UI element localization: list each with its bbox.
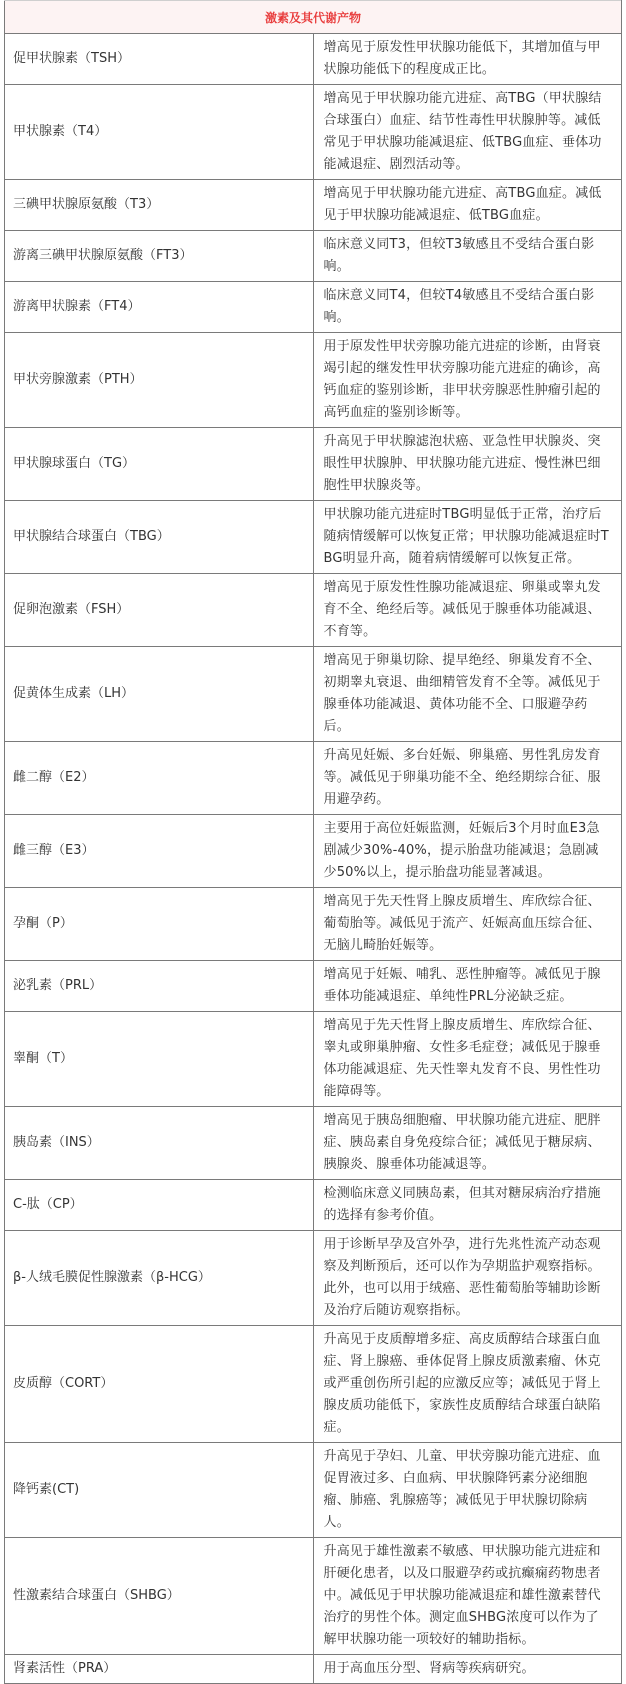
table-row: [5, 231, 622, 282]
clinical-significance: 临床意义同T4，但较T4敏感且不受结合蛋白影响。: [313, 282, 622, 333]
hormone-name: 甲状旁腺激素（PTH）: [5, 333, 314, 428]
clinical-significance: 临床意义同T3，但较T3敏感且不受结合蛋白影响。: [313, 231, 622, 282]
clinical-significance: 升高见妊娠、多台妊娠、卵巢癌、男性乳房发育等。减低见于卵巢功能不全、绝经期综合征、服用避孕药。: [313, 742, 622, 815]
table-row: [5, 180, 622, 231]
hormone-name: 促卵泡激素（FSH）: [5, 574, 314, 647]
table-row: [5, 282, 622, 333]
table-row: [5, 961, 622, 1012]
hormone-name: C-肽（CP）: [5, 1180, 314, 1231]
hormone-name: 泌乳素（PRL）: [5, 961, 314, 1012]
clinical-significance: 增高见于原发性性腺功能减退症、卵巢或睾丸发育不全、绝经后等。减低见于腺垂体功能减退、不育等。: [313, 574, 622, 647]
clinical-significance: 增高见于甲状腺功能亢进症、高TBG血症。减低见于甲状腺功能减退症、低TBG血症。: [313, 180, 622, 231]
clinical-significance: 升高见于皮质醇增多症、高皮质醇结合球蛋白血症、肾上腺癌、垂体促肾上腺皮质激素瘤、休克或严重创伤所引起的应激反应等；减低见于肾上腺皮质功能低下，家族性皮质醇结合球蛋白缺陷症。: [313, 1326, 622, 1443]
clinical-significance: 升高见于甲状腺滤泡状癌、亚急性甲状腺炎、突眼性甲状腺肿、甲状腺功能亢进症、慢性淋巴细胞性甲状腺炎等。: [313, 428, 622, 501]
hormone-name: 降钙素(CT): [5, 1443, 314, 1538]
hormone-name: 甲状腺结合球蛋白（TBG）: [5, 501, 314, 574]
table-row: [5, 574, 622, 647]
clinical-significance: 用于诊断早孕及宫外孕，进行先兆性流产动态观察及判断预后，还可以作为孕期监护观察指标。此外，也可以用于绒癌、恶性葡萄胎等辅助诊断及治疗后随访观察指标。: [313, 1231, 622, 1326]
table-row: [5, 1326, 622, 1443]
clinical-significance: 甲状腺功能亢进症时TBG明显低于正常，治疗后随病情缓解可以恢复正常；甲状腺功能减退症时TBG明显升高，随着病情缓解可以恢复正常。: [313, 501, 622, 574]
hormone-name: 甲状腺球蛋白（TG）: [5, 428, 314, 501]
hormone-name: β-人绒毛膜促性腺激素（β-HCG）: [5, 1231, 314, 1326]
clinical-significance: 用于原发性甲状旁腺功能亢进症的诊断，由肾衰竭引起的继发性甲状旁腺功能亢进症的确诊，高钙血症的鉴别诊断，非甲状旁腺恶性肿瘤引起的高钙血症的鉴别诊断等。: [313, 333, 622, 428]
hormone-name: 雌三醇（E3）: [5, 815, 314, 888]
hormone-table-body: [5, 1, 622, 1684]
table-row: [5, 85, 622, 180]
hormone-name: 三碘甲状腺原氨酸（T3）: [5, 180, 314, 231]
table-header-row: [5, 1, 622, 34]
clinical-significance: 增高见于卵巢切除、提早绝经、卵巢发育不全、初期睾丸衰退、曲细精管发育不全等。减低见于腺垂体功能减退、黄体功能不全、口服避孕药后。: [313, 647, 622, 742]
clinical-significance: 增高见于胰岛细胞瘤、甲状腺功能亢进症、肥胖症、胰岛素自身免疫综合征；减低见于糖尿病、胰腺炎、腺垂体功能减退等。: [313, 1107, 622, 1180]
table-header: 激素及其代谢产物: [5, 1, 622, 34]
table-row: [5, 1107, 622, 1180]
clinical-significance: 主要用于高位妊娠监测，妊娠后3个月时血E3急剧减少30%-40%，提示胎盘功能减退；急剧减少50%以上，提示胎盘功能显著减退。: [313, 815, 622, 888]
hormone-name: 雌二醇（E2）: [5, 742, 314, 815]
table-row: [5, 501, 622, 574]
clinical-significance: 升高见于雄性激素不敏感、甲状腺功能亢进症和肝硬化患者，以及口服避孕药或抗癫痫药物患者中。减低见于甲状腺功能减退症和雄性激素替代治疗的男性个体。测定血SHBG浓度可以作为了解甲状腺功能一项较好的辅助指标。: [313, 1538, 622, 1655]
table-row: [5, 815, 622, 888]
hormone-name: 孕酮（P）: [5, 888, 314, 961]
hormone-name: 睾酮（T）: [5, 1012, 314, 1107]
table-row: [5, 1538, 622, 1655]
hormone-table: [4, 0, 622, 1684]
table-row: [5, 1012, 622, 1107]
hormone-name: 游离甲状腺素（FT4）: [5, 282, 314, 333]
hormone-name: 甲状腺素（T4）: [5, 85, 314, 180]
table-row: [5, 888, 622, 961]
clinical-significance: 增高见于原发性甲状腺功能低下，其增加值与甲状腺功能低下的程度成正比。: [313, 34, 622, 85]
hormone-name: 促黄体生成素（LH）: [5, 647, 314, 742]
table-row: [5, 1180, 622, 1231]
hormone-name: 肾素活性（PRA）: [5, 1655, 314, 1684]
clinical-significance: 增高见于先天性肾上腺皮质增生、库欣综合征、葡萄胎等。减低见于流产、妊娠高血压综合征、无脑儿畸胎妊娠等。: [313, 888, 622, 961]
hormone-name: 游离三碘甲状腺原氨酸（FT3）: [5, 231, 314, 282]
clinical-significance: 检测临床意义同胰岛素，但其对糖尿病治疗措施的选择有参考价值。: [313, 1180, 622, 1231]
hormone-name: 胰岛素（INS）: [5, 1107, 314, 1180]
table-row: [5, 333, 622, 428]
hormone-name: 皮质醇（CORT）: [5, 1326, 314, 1443]
clinical-significance: 增高见于妊娠、哺乳、恶性肿瘤等。减低见于腺垂体功能减退症、单纯性PRL分泌缺乏症。: [313, 961, 622, 1012]
table-row: [5, 428, 622, 501]
table-row: [5, 1655, 622, 1684]
hormone-name: 性激素结合球蛋白（SHBG）: [5, 1538, 314, 1655]
clinical-significance: 增高见于甲状腺功能亢进症、高TBG（甲状腺结合球蛋白）血症、结节性毒性甲状腺肿等。减低常见于甲状腺功能减退症、低TBG血症、垂体功能减退症、剧烈活动等。: [313, 85, 622, 180]
clinical-significance: 用于高血压分型、肾病等疾病研究。: [313, 1655, 622, 1684]
hormone-name: 促甲状腺素（TSH）: [5, 34, 314, 85]
clinical-significance: 升高见于孕妇、儿童、甲状旁腺功能亢进症、血促胃液过多、白血病、甲状腺降钙素分泌细胞瘤、肺癌、乳腺癌等；减低见于甲状腺切除病人。: [313, 1443, 622, 1538]
table-row: [5, 742, 622, 815]
table-row: [5, 647, 622, 742]
table-row: [5, 1231, 622, 1326]
clinical-significance: 增高见于先天性肾上腺皮质增生、库欣综合征、睾丸或卵巢肿瘤、女性多毛症登；减低见于腺垂体功能减退症、先天性睾丸发育不良、男性性功能障碍等。: [313, 1012, 622, 1107]
table-row: [5, 1443, 622, 1538]
table-row: [5, 34, 622, 85]
